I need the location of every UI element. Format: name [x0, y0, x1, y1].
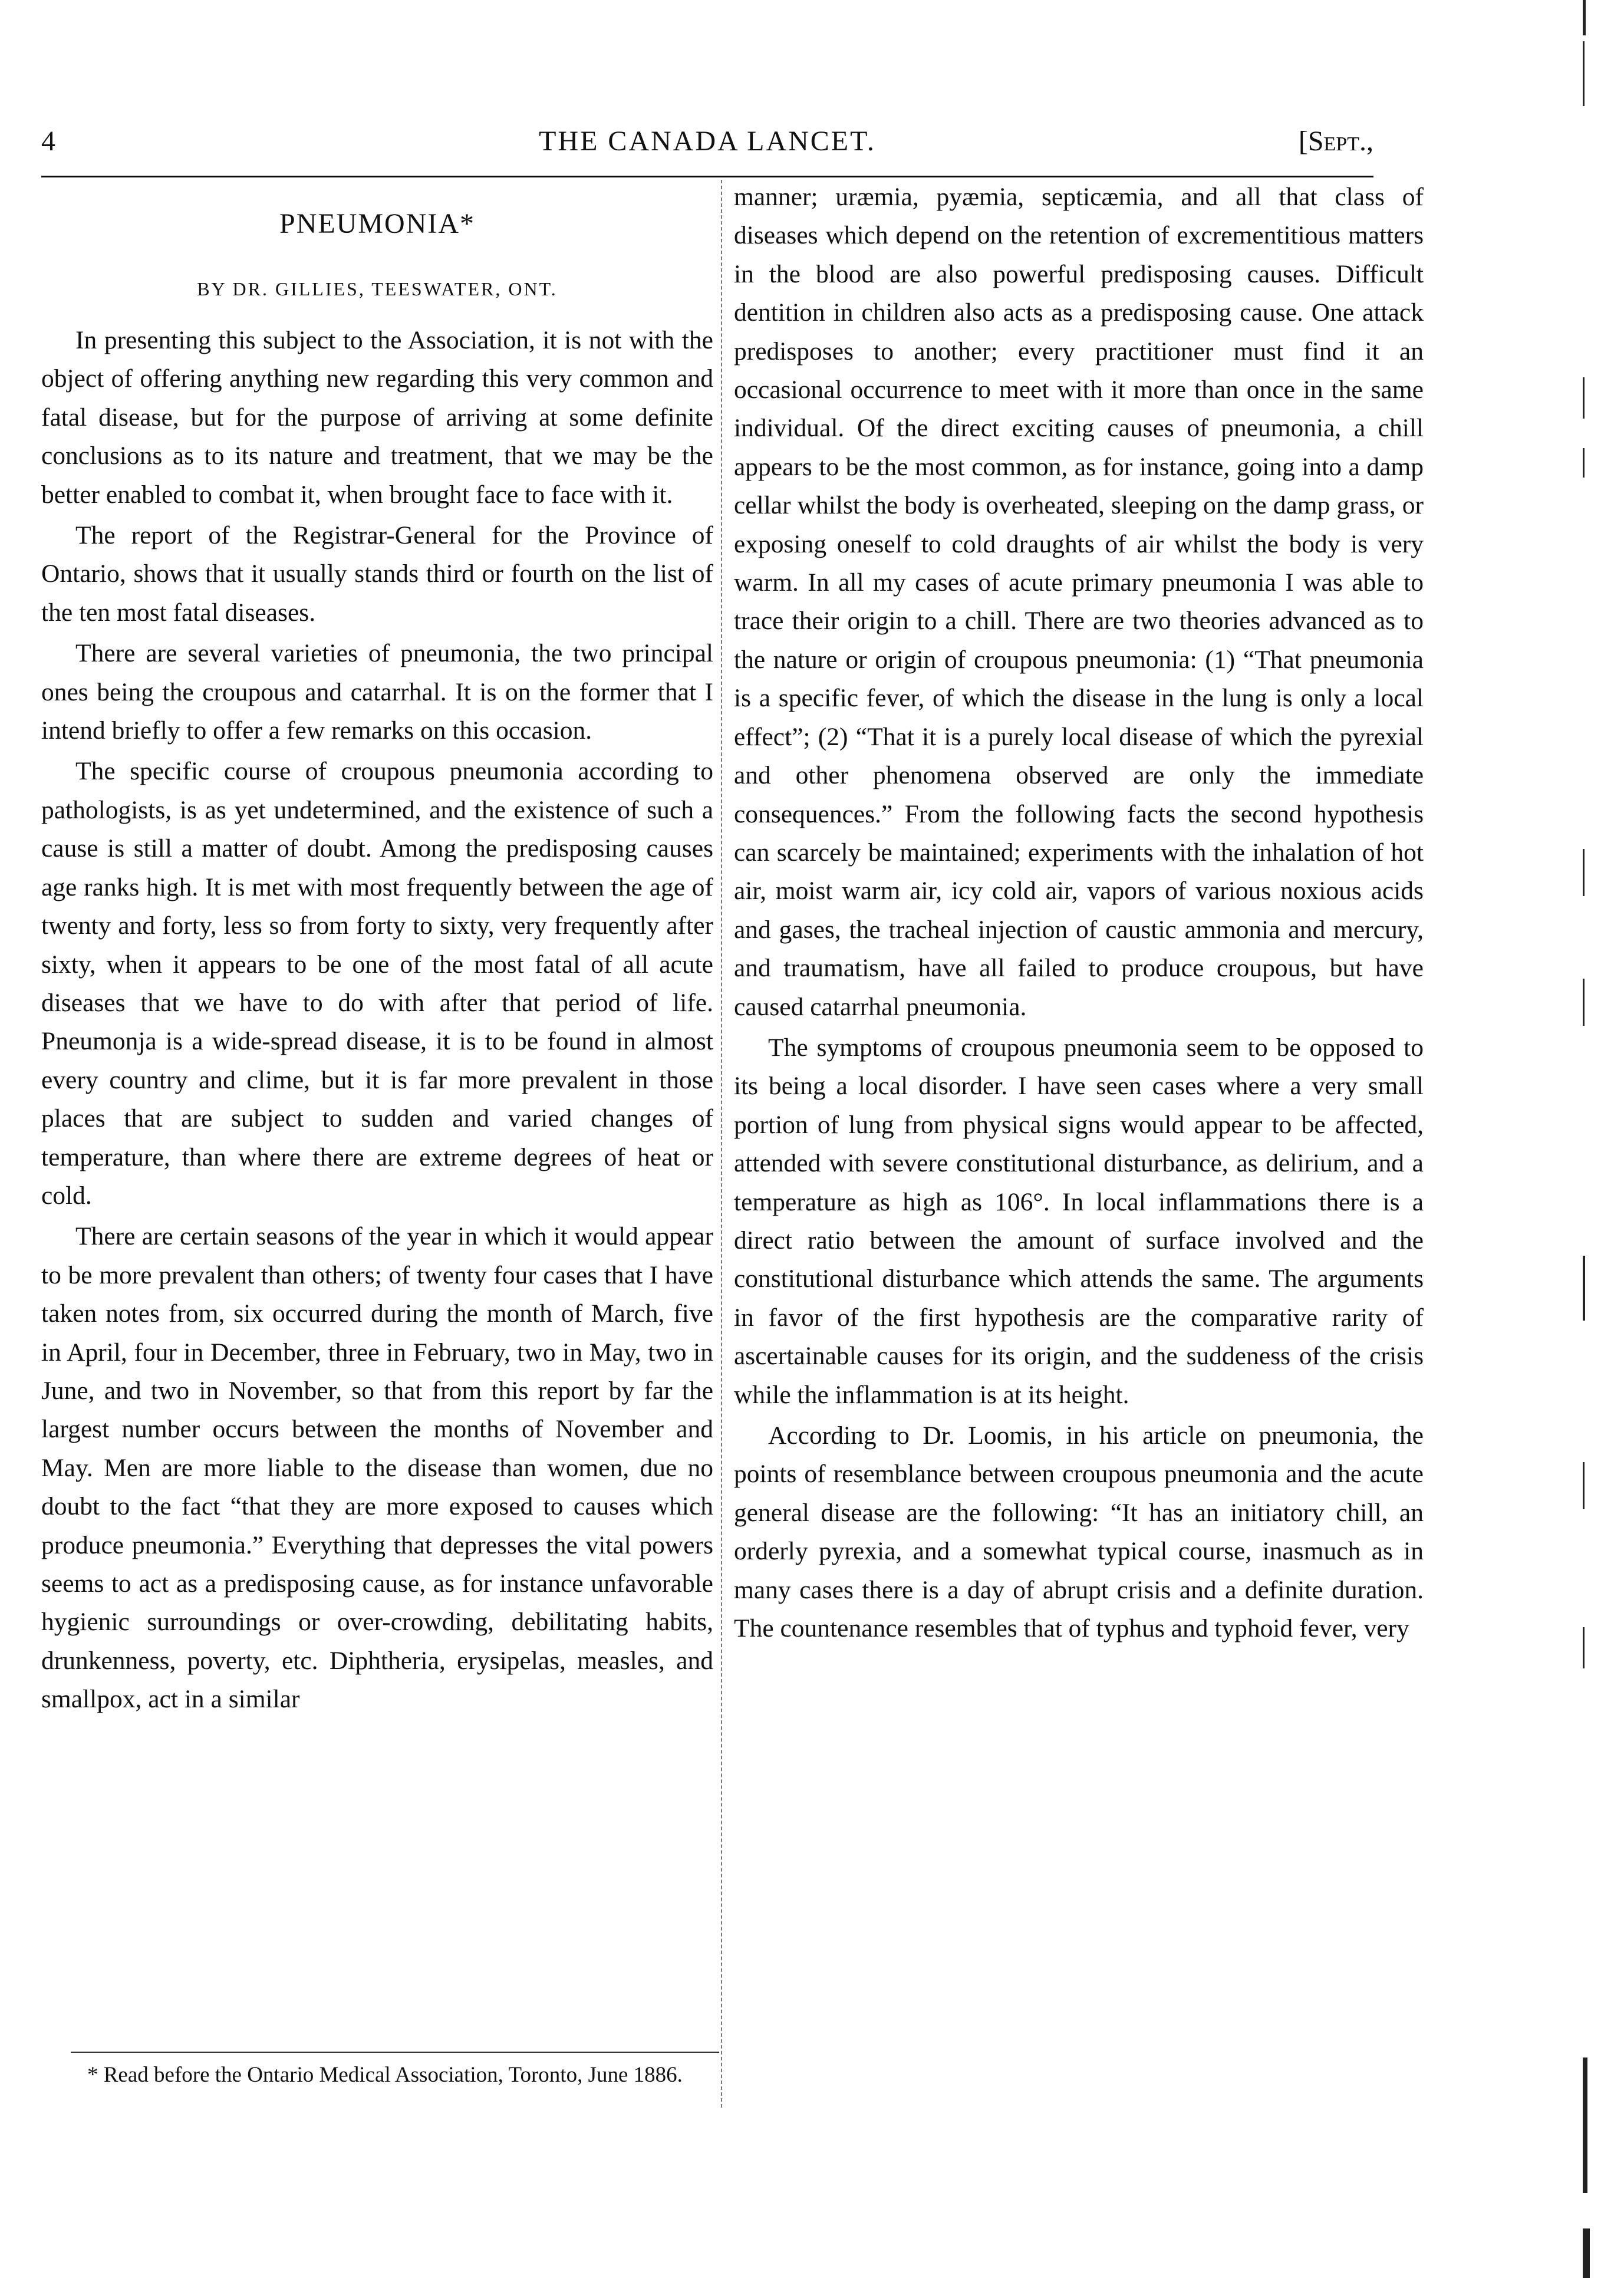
paragraph: In presenting this subject to the Association, it is not with the object of offering anything new regarding this very common and fatal disease, but for the purpose of arriving at some definite conclusions as to its nature and treatment, that we may be the better enabled to combat it, when brought face to face with it.: [41, 326, 713, 509]
right-column: [734, 178, 1424, 1648]
paragraph: There are certain seasons of the year in which it would appear to be more prevalent than others; of twenty four cases that I have taken notes from, six occurred during the month of March, five in April, four in December, three in February, two in May, two in June, and two in November, so that from this report by far the largest number occurs between the months of November and May. Men are more liable to the disease than women, due no doubt to the fact “that they are more exposed to causes which produce pneumonia.” Everything that depresses the vital powers seems to act as a predisposing cause, as for instance unfavorable hygienic surroundings or over-crowding, debilitating habits, drunkenness, poverty, etc. Diphtheria, erysipelas, measles, and smallpox, act in a similar: [41, 1222, 713, 1714]
footnote-rule: [71, 2052, 719, 2053]
paragraph: According to Dr. Loomis, in his article on pneumonia, the points of resemblance between croupous pneumonia and the acute general disease are the following: “It has an initiatory chill, an orderly pyrexia, and a somewhat typical course, inasmuch as in many cases there is a day of abrupt crisis and a definite duration. The countenance resembles that of typhus and typhoid fever, very: [734, 1421, 1424, 1643]
paragraph: The symptoms of croupous pneumonia seem to be opposed to its being a local disorder. I have seen cases where a very small portion of lung from physical signs would appear to be affected, attended with severe constitutional disturbance, as delirium, and a temperature as high as 106°. In local inflammations there is a direct ratio between the amount of surface involved and the constitutional disturbance which attends the same. The arguments in favor of the first hypothesis are the comparative rarity of ascertainable causes for its origin, and the suddeness of the crisis while the inflammation is at its height.: [734, 1033, 1424, 1409]
journal-title: THE CANADA LANCET.: [539, 126, 876, 157]
header-rule: [41, 176, 1373, 177]
left-column: [41, 321, 713, 1719]
paragraph: The specific course of croupous pneumonia according to pathologists, is as yet undetermined, and the existence of such a cause is still a matter of doubt. Among the predisposing causes age ranks high. It is met with most frequently between the age of twenty and forty, less so from forty to sixty, very frequently after sixty, when it appears to be one of the most fatal of all acute diseases that we have to do with after that period of life. Pneumonja is a wide-spread disease, it is to be found in almost every country and clime, but it is far more prevalent in those places that are subject to sudden and varied changes of temperature, than where there are extreme degrees of heat or cold.: [41, 757, 713, 1210]
issue-month: [Sept.,: [1298, 126, 1373, 157]
paragraph: The report of the Registrar-General for the Province of Ontario, shows that it usually stands third or fourth on the list of the ten most fatal diseases.: [41, 521, 713, 627]
paragraph: There are several varieties of pneumonia, the two principal ones being the croupous and catarrhal. It is on the former that I intend briefly to offer a few remarks on this occasion.: [41, 639, 713, 745]
paragraph: manner; uræmia, pyæmia, septicæmia, and all that class of diseases which depend on the retention of excrementitious matters in the blood are also powerful predisposing causes. Difficult dentition in children also acts as a predisposing cause. One attack predisposes to another; every practitioner must find it an occasional occurrence to meet with it more than once in the same individual. Of the direct exciting causes of pneumonia, a chill appears to be the most common, as for instance, going into a damp cellar whilst the body is overheated, sleeping on the damp grass, or exposing oneself to cold draughts of air whilst the body is very warm. In all my cases of acute primary pneumonia I was able to trace their origin to a chill. There are two theories advanced as to the nature or origin of croupous pneumonia: (1) “That pneumonia is a specific fever, of which the disease in the lung is only a local effect”; (2) “That it is a purely local disease of which the pyrexial and other phenomena observed are only the immediate consequences.” From the following facts the second hypothesis can scarcely be maintained; experiments with the inhalation of hot air, moist warm air, icy cold air, vapors of various noxious acids and gases, the tracheal injection of caustic ammonia and mercury, and traumatism, have all failed to produce croupous, but have caused catarrhal pneumonia.: [734, 183, 1424, 1021]
footnote: * Read before the Ontario Medical Association, Toronto, June 1886.: [87, 2063, 683, 2087]
page-number: 4: [41, 126, 55, 157]
article-title: PNEUMONIA*: [279, 208, 475, 239]
article-byline: BY DR. GILLIES, TEESWATER, ONT.: [197, 278, 558, 299]
column-divider: [721, 180, 723, 2108]
running-header: [41, 125, 1373, 166]
scan-edge-marks: [1582, 0, 1589, 2278]
